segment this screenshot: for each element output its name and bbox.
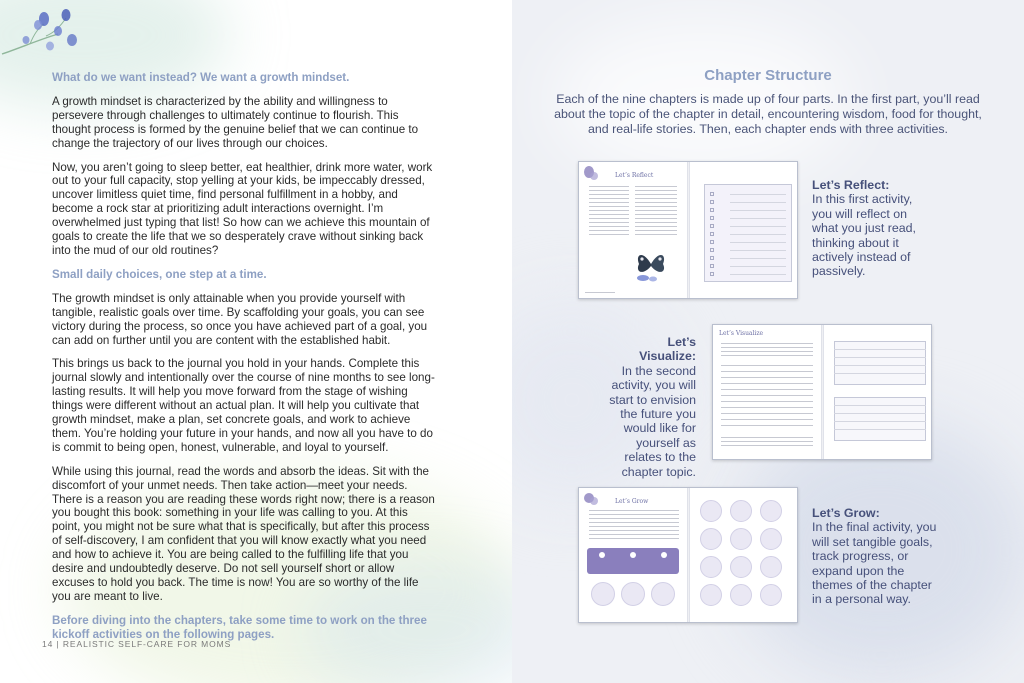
text-line (635, 226, 677, 227)
closing-note: Before diving into the chapters, take some time to work on the three kickoff activities on the following pages. (52, 613, 427, 641)
reflect-spread-thumbnail (578, 161, 798, 299)
purple-flower-icon (581, 164, 601, 186)
checkbox (710, 256, 714, 260)
text-line (721, 445, 813, 446)
text-line (721, 343, 813, 344)
checklist-row (730, 242, 786, 243)
text-line (589, 234, 629, 235)
text-line (589, 510, 679, 511)
purple-flower-icon (581, 490, 601, 510)
step-marker (630, 552, 636, 558)
text-line (589, 190, 629, 191)
activity-label: Let’s Reflect: (812, 178, 890, 192)
checklist-row (730, 258, 786, 259)
paragraph: This brings us back to the journal you hold in your hands. Complete this journal slowly and intentionally over the course of nine months to see long-lasting results. It will help you move forward from the stage of wishing things were different without an actual plan. It will help you cultivate that growth mindset, make a plan, set concrete goals, and work to achieve them. You’re holding your future in your hands, and now all you have to do is commit to being open, honest, vulnerable, and loyal to yourself. (52, 357, 435, 454)
activity-description: In the final activity, you will set tangible goals, track progress, or expand upon the themes of the chapter in a personal way. (812, 520, 937, 607)
paragraph: A growth mindset is characterized by the ability and willingness to persevere through challenges to ultimately continue to flourish. This thought process is formed by the genuine belief that we can continue to change the trajectory of our lives through our choices. (52, 94, 419, 150)
goal-circle (730, 500, 752, 522)
writing-line (721, 395, 813, 396)
goal-circle (730, 528, 752, 550)
checkbox (710, 272, 714, 276)
table-panel (834, 341, 926, 385)
text-line (589, 526, 679, 527)
activity-description: In the second activity, you will start to envision the future you would like for yourself as relates to the chapter topic. (609, 363, 696, 479)
text-line (589, 226, 629, 227)
step-marker (599, 552, 605, 558)
checklist-row (730, 210, 786, 211)
thumbnail-title: Let’s Reflect (615, 172, 654, 179)
grow-spread-thumbnail (578, 487, 798, 623)
checklist-row (730, 226, 786, 227)
table-row (834, 421, 926, 422)
writing-line (721, 371, 813, 372)
goal-circle (700, 584, 722, 606)
checkbox (710, 192, 714, 196)
text-line (635, 230, 677, 231)
text-line (589, 206, 629, 207)
text-line (635, 218, 677, 219)
writing-line (721, 377, 813, 378)
checkbox (710, 208, 714, 212)
checklist-row (730, 194, 786, 195)
text-line (635, 202, 677, 203)
text-line (589, 202, 629, 203)
goal-circle (700, 500, 722, 522)
text-line (589, 518, 679, 519)
activity-label: Let’s Grow: (812, 506, 880, 520)
writing-line (721, 425, 813, 426)
goal-circle (760, 556, 782, 578)
intro-paragraph: Each of the nine chapters is made up of four parts. In the first part, you’ll read about the topic of the chapter in detail, encountering wisdom, food for thought, and real-life stories. Then, each chapter ends with three activities. (554, 92, 982, 136)
page-footer-line (585, 292, 615, 293)
writing-line (721, 407, 813, 408)
table-row (834, 405, 926, 406)
text-line (589, 214, 629, 215)
text-line (635, 234, 677, 235)
goal-circle (621, 582, 645, 606)
text-line (635, 210, 677, 211)
text-line (589, 194, 629, 195)
thumbnail-right-page (824, 325, 932, 459)
text-line (635, 214, 677, 215)
checkbox (710, 216, 714, 220)
text-line (721, 347, 813, 348)
table-row (834, 365, 926, 366)
table-row (834, 429, 926, 430)
text-line (589, 198, 629, 199)
goal-circle (760, 528, 782, 550)
checkbox (710, 248, 714, 252)
checklist-row (730, 234, 786, 235)
goal-circle (700, 528, 722, 550)
table-row (834, 373, 926, 374)
body-copy (52, 71, 436, 642)
goal-circle (760, 584, 782, 606)
subheading-small-choices: Small daily choices, one step at a time. (52, 267, 267, 281)
thumbnail-right-page (690, 162, 798, 298)
goal-circle (730, 556, 752, 578)
activity-description: In this first activity, you will reflect on what you just read, thinking about it actively instead of passively. (812, 192, 917, 279)
text-line (721, 437, 813, 438)
paragraph: The growth mindset is only attainable when you provide yourself with tangible, realistic goals over time. By scaffolding your goals, you can see victory during the process, so once you have achieved part of a goal, you can add on further until you are content with the established habit. (52, 291, 428, 347)
writing-line (721, 413, 813, 414)
checklist-row (730, 250, 786, 251)
writing-line (721, 389, 813, 390)
activity-label: Let’s Visualize: (639, 335, 696, 364)
text-line (635, 222, 677, 223)
paragraph: While using this journal, read the words and absorb the ideas. Sit with the discomfort of your unmet needs. Then take action—meet your needs. There is a reason you are reading these words right now; there is a reason you bought this book: something in your life was calling to you. At this point, you might not be sure what that is specifically, but after this process of self-discovery, I am confident that you will know exactly what you need and how to achieve it. You are being called to the fulfilling life that you desire and undoubtedly deserve. Do not sell yourself short or allow excuses to hold you back. The time is now! You are so worthy of the life you are meant to live. (52, 464, 435, 603)
text-line (589, 222, 629, 223)
text-line (589, 530, 679, 531)
checklist-panel (704, 184, 792, 282)
text-line (589, 218, 629, 219)
thumbnail-title: Let’s Visualize (719, 330, 764, 337)
step-marker (661, 552, 667, 558)
checklist-row (730, 266, 786, 267)
text-line (589, 522, 679, 523)
text-line (721, 351, 813, 352)
page-title: Chapter Structure (704, 67, 832, 84)
checklist-row (730, 274, 786, 275)
table-row (834, 413, 926, 414)
subheading-growth-mindset: What do we want instead? We want a growth mindset. (52, 71, 350, 84)
checklist-row (730, 218, 786, 219)
butterfly-icon (633, 248, 669, 282)
goal-circle (591, 582, 615, 606)
writing-line (721, 419, 813, 420)
activity-grow (812, 506, 942, 607)
checkbox (710, 232, 714, 236)
goal-circle (651, 582, 675, 606)
text-line (721, 355, 813, 356)
checklist-row (730, 202, 786, 203)
checkbox (710, 200, 714, 204)
table-row (834, 349, 926, 350)
thumbnail-left-page (713, 325, 821, 459)
text-line (635, 206, 677, 207)
writing-line (721, 365, 813, 366)
paragraph: Now, you aren’t going to sleep better, eat healthier, drink more water, work out to your full capacity, stop yelling at your kids, be impeccably dressed, uncover limitless quiet time, find personal fulfillment in a hobby, and become a rock star at prioritizing adult interactions overnight. I’m overwhelmed just typing that list! So how can we achieve this mountain of goals to create the life that we so desperately crave without sinking back into the mud of our old routines? (52, 160, 433, 257)
activity-reflect (812, 178, 922, 279)
visualize-spread-thumbnail (712, 324, 932, 460)
text-line (635, 198, 677, 199)
text-line (589, 534, 679, 535)
text-line (589, 186, 629, 187)
activity-visualize (608, 335, 696, 479)
floral-sprig-icon (0, 4, 120, 60)
page-footer: 14 | REALISTIC SELF-CARE FOR MOMS (42, 639, 232, 649)
text-line (635, 194, 677, 195)
text-line (589, 210, 629, 211)
text-line (589, 538, 679, 539)
thumbnail-right-page (690, 488, 798, 622)
writing-line (721, 383, 813, 384)
goal-circle (760, 500, 782, 522)
right-page (512, 0, 1024, 683)
text-line (721, 441, 813, 442)
table-row (834, 357, 926, 358)
text-line (635, 186, 677, 187)
checkbox (710, 264, 714, 268)
text-line (589, 230, 629, 231)
checkbox (710, 240, 714, 244)
thumbnail-left-page (579, 488, 687, 622)
thumbnail-left-page (579, 162, 687, 298)
text-line (635, 190, 677, 191)
table-panel (834, 397, 926, 441)
checkbox (710, 224, 714, 228)
text-line (589, 514, 679, 515)
goal-circle (730, 584, 752, 606)
goal-circle (700, 556, 722, 578)
writing-line (721, 401, 813, 402)
thumbnail-title: Let’s Grow (615, 498, 649, 505)
